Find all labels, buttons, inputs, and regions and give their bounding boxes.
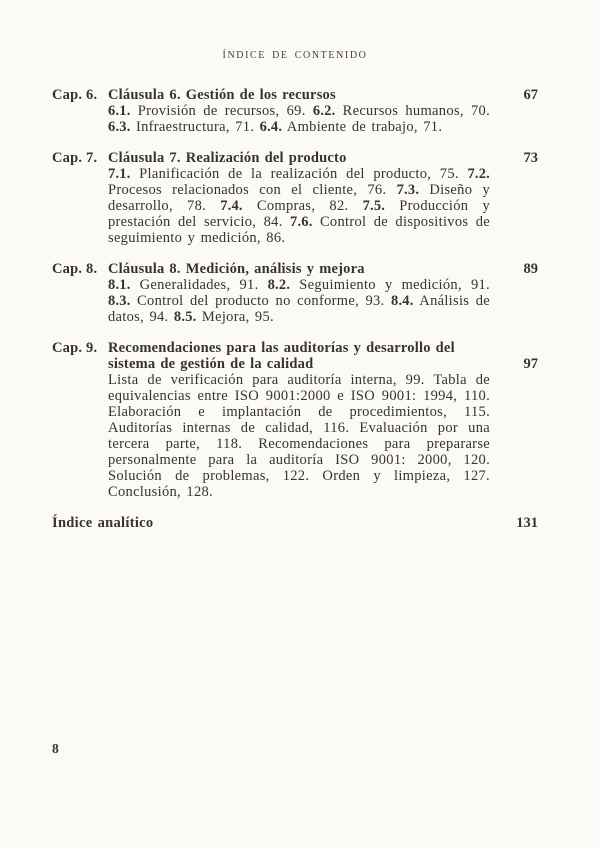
index-analitico-page-number: 131 bbox=[516, 515, 538, 531]
entry-subsections-text: Lista de verificación para auditoría interna, 99. Tabla de equivalencias entre ISO 9001:2000 e ISO 9001: 1994, 110. Elaboración e implantación de procedimientos, 115. Auditorías internas de calidad, 116. Evaluación por una tercera parte, 118. Recomendaciones para prepararse personalmente para la auditoría ISO 9001: 2000, 120. Solución de problemas, 122. Orden y limpieza, 127. Conclusión, 128. bbox=[108, 372, 490, 500]
entry-chapter-label: Cap. 7. bbox=[52, 150, 98, 166]
index-analitico-row bbox=[52, 515, 538, 531]
entry-title: Cláusula 8. Medición, análisis y mejora bbox=[108, 261, 365, 277]
entry-chapter-label: Cap. 6. bbox=[52, 87, 98, 103]
entry-chapter-label: Cap. 8. bbox=[52, 261, 98, 277]
entry-title: Cláusula 6. Gestión de los recursos bbox=[108, 87, 336, 103]
entry-page-number: 97 bbox=[523, 356, 538, 372]
running-head: ÍNDICE DE CONTENIDO bbox=[222, 50, 368, 61]
toc-entry bbox=[52, 261, 538, 325]
folio-page-number: 8 bbox=[52, 741, 59, 756]
entry-page-number: 89 bbox=[523, 261, 538, 277]
entry-title: Cláusula 7. Realización del producto bbox=[108, 150, 347, 166]
entry-title: Recomendaciones para las auditorías y desarrollo del sistema de gestión de la calidad bbox=[108, 340, 455, 372]
entry-subsections-text: 6.1. Provisión de recursos, 69. 6.2. Recursos humanos, 70. 6.3. Infraestructura, 71. 6.4. Ambiente de trabajo, 71. bbox=[108, 103, 490, 135]
entry-page-number: 67 bbox=[523, 87, 538, 103]
entry-subsections-text: 8.1. Generalidades, 91. 8.2. Seguimiento y medición, 91. 8.3. Control del producto no conforme, 93. 8.4. Análisis de datos, 94. 8.5. Mejora, 95. bbox=[108, 277, 491, 325]
entry-subsections-text: 7.1. Planificación de la realización del producto, 75. 7.2. Procesos relacionados con el cliente, 76. 7.3. Diseño y desarrollo, 78. 7.4. Compras, 82. 7.5. Producción y prestación del servicio, 84. 7.6. Control de dispositivos de seguimiento y medición, 86. bbox=[108, 166, 491, 246]
toc-entry bbox=[52, 340, 538, 500]
entry-page-number: 73 bbox=[523, 150, 538, 166]
table-of-contents bbox=[52, 87, 538, 500]
toc-entry bbox=[52, 150, 538, 246]
toc-entry bbox=[52, 87, 538, 135]
entry-chapter-label: Cap. 9. bbox=[52, 340, 98, 356]
index-analitico-title: Índice analítico bbox=[52, 515, 154, 531]
